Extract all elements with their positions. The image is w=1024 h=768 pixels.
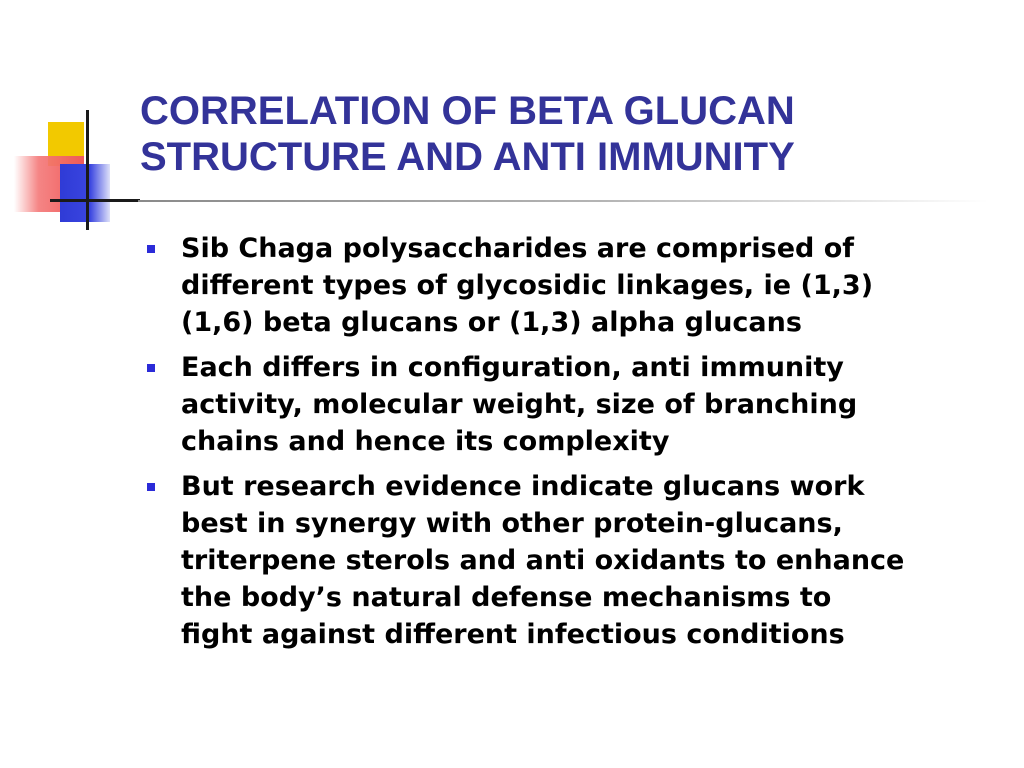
bullet-line: chains and hence its complexity: [181, 426, 670, 457]
bullet-item: [145, 468, 1005, 653]
logo-vertical-line: [86, 110, 89, 230]
bullet-line: But research evidence indicate glucans work: [181, 471, 865, 502]
bullet-square-icon: [147, 483, 155, 491]
bullet-square-icon: [147, 245, 155, 253]
bullet-line: best in synergy with other protein-glucans,: [181, 508, 843, 539]
title-divider: [138, 200, 988, 202]
bullet-line: Sib Chaga polysaccharides are comprised of: [181, 233, 855, 264]
bullet-line: Each differs in configuration, anti immunity: [181, 352, 844, 383]
slide-title: [140, 88, 1000, 180]
bullet-item: [145, 230, 1005, 341]
bullet-list: [145, 230, 1005, 661]
bullet-text: [181, 230, 1005, 341]
bullet-text: [181, 468, 1005, 653]
bullet-item: [145, 349, 1005, 460]
bullet-line: the body’s natural defense mechanisms to: [181, 582, 832, 613]
logo-horizontal-line: [50, 199, 140, 202]
bullet-text: [181, 349, 1005, 460]
bullet-line: triterpene sterols and anti oxidants to enhance: [181, 545, 905, 576]
slide-title-line-2: STRUCTURE AND ANTI IMMUNITY: [140, 135, 795, 179]
decorative-logo: [0, 100, 140, 235]
bullet-line: (1,6) beta glucans or (1,3) alpha glucans: [181, 307, 802, 338]
bullet-square-icon: [147, 364, 155, 372]
bullet-line: activity, molecular weight, size of branching: [181, 389, 858, 420]
bullet-line: different types of glycosidic linkages, ie (1,3): [181, 270, 874, 301]
bullet-line: fight against different infectious conditions: [181, 619, 845, 650]
logo-blue-square: [60, 164, 110, 222]
slide-title-line-1: CORRELATION OF BETA GLUCAN: [140, 89, 795, 133]
